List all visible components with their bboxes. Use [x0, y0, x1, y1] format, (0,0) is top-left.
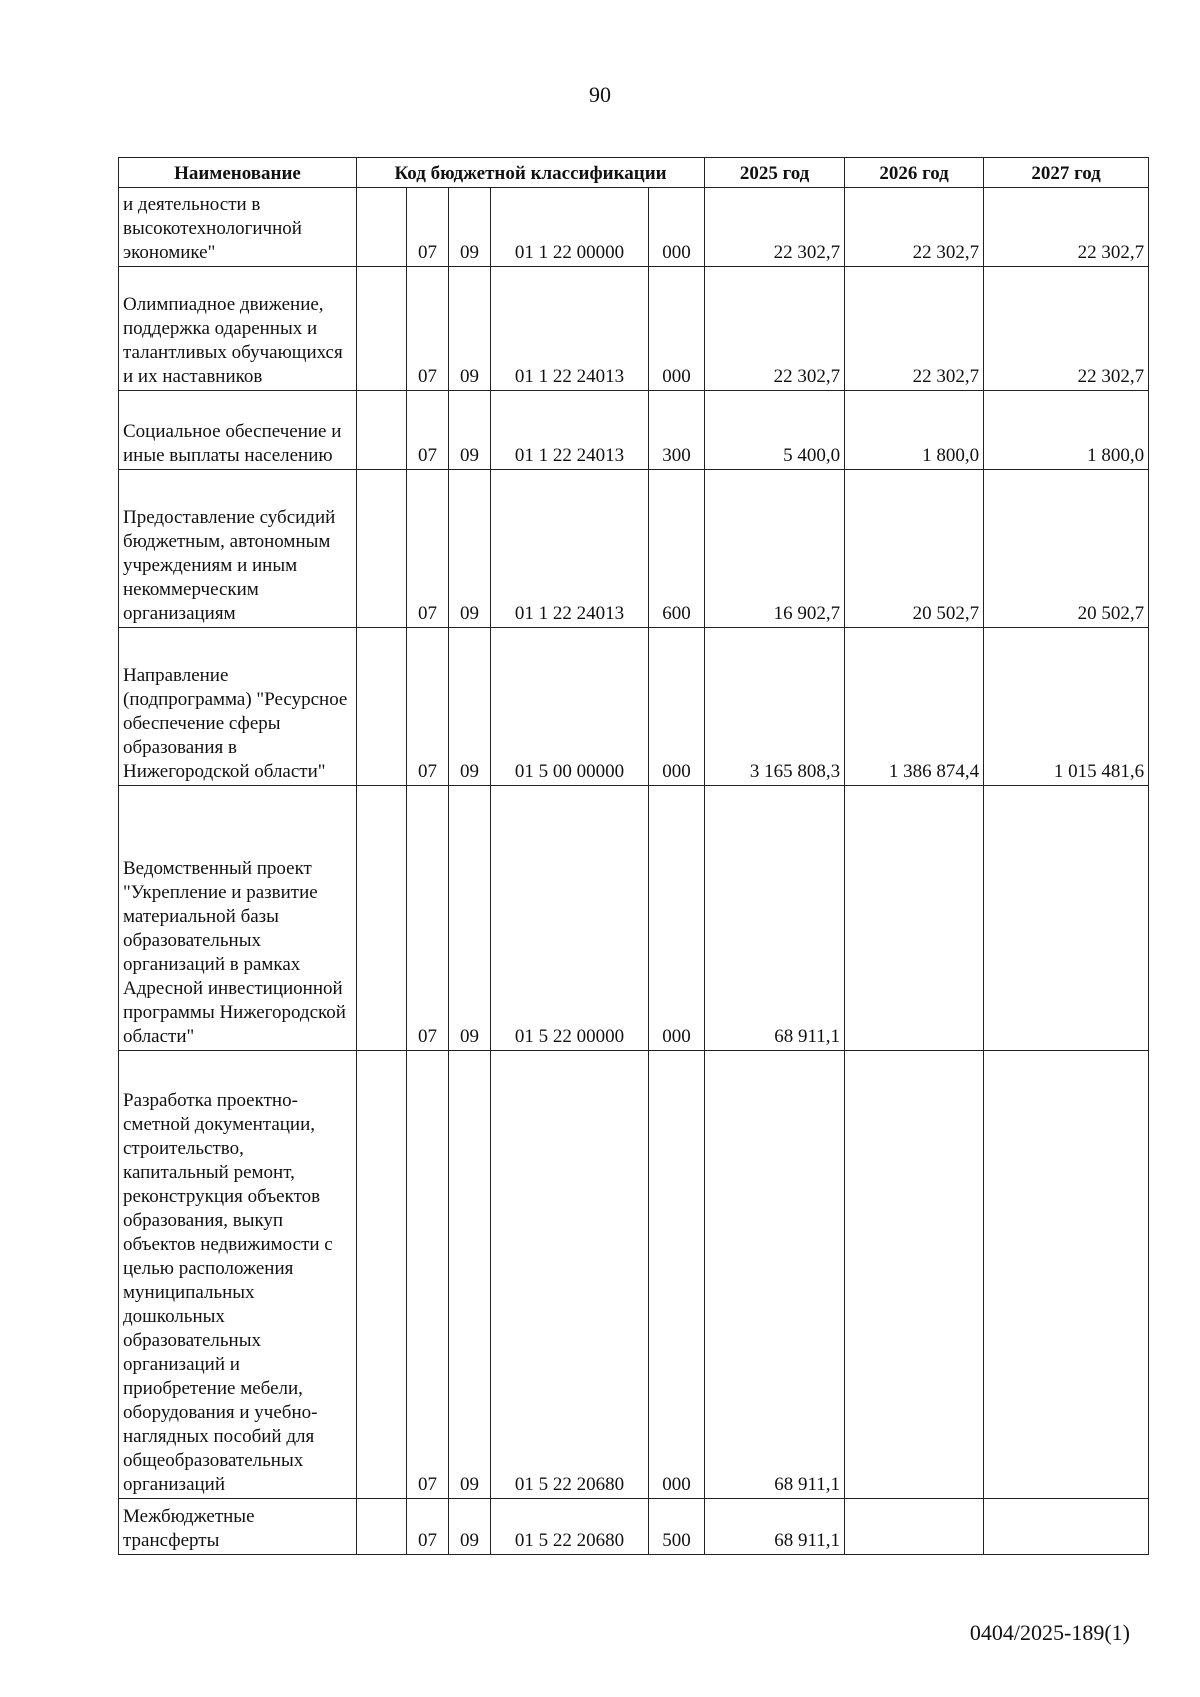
row-value-2025: 68 911,1 [705, 1499, 845, 1555]
row-code-section: 07 [407, 470, 449, 628]
table-row [119, 188, 1149, 267]
row-code-1 [357, 1499, 407, 1555]
row-value-2026: 22 302,7 [845, 188, 984, 267]
header-code: Код бюджетной классификации [357, 158, 705, 188]
row-name: Олимпиадное движение, поддержка одаренных и талантливых обучающихся и их наставников [119, 267, 357, 391]
row-code-section: 07 [407, 1499, 449, 1555]
row-name: Межбюджетные трансферты [119, 1499, 357, 1555]
row-value-2025: 68 911,1 [705, 1051, 845, 1499]
row-code-target: 01 5 00 00000 [491, 628, 649, 786]
row-value-2027 [984, 786, 1149, 1051]
row-code-subsection: 09 [449, 786, 491, 1051]
row-code-section: 07 [407, 188, 449, 267]
row-name: Ведомственный проект "Укрепление и развитие материальной базы образовательных организаций в рамках Адресной инвестиционной программы Нижегородской области" [119, 786, 357, 1051]
table-row [119, 1499, 1149, 1555]
row-code-expense-type: 000 [649, 267, 705, 391]
row-code-1 [357, 391, 407, 470]
row-name: Направление (подпрограмма) "Ресурсное обеспечение сферы образования в Нижегородской области" [119, 628, 357, 786]
row-name: Разработка проектно-сметной документации, строительство, капитальный ремонт, реконструкция объектов образования, выкуп объектов недвижимости с целью расположения муниципальных дошкольных образовательных организаций и приобретение мебели, оборудования и учебно-наглядных пособий для общеобразовательных организаций [119, 1051, 357, 1499]
table-row [119, 1051, 1149, 1499]
document-code: 0404/2025-189(1) [969, 1620, 1130, 1645]
row-name: и деятельности в высокотехнологичной экономике" [119, 188, 357, 267]
row-code-subsection: 09 [449, 391, 491, 470]
row-name: Предоставление субсидий бюджетным, автономным учреждениям и иным некоммерческим организациям [119, 470, 357, 628]
header-2025: 2025 год [705, 158, 845, 188]
header-2027: 2027 год [984, 158, 1149, 188]
row-code-target: 01 5 22 20680 [491, 1051, 649, 1499]
row-code-target: 01 5 22 20680 [491, 1499, 649, 1555]
row-value-2025: 16 902,7 [705, 470, 845, 628]
row-code-section: 07 [407, 391, 449, 470]
row-value-2026: 1 800,0 [845, 391, 984, 470]
row-code-section: 07 [407, 628, 449, 786]
row-value-2027: 20 502,7 [984, 470, 1149, 628]
table-row [119, 391, 1149, 470]
row-code-1 [357, 188, 407, 267]
row-value-2027 [984, 1051, 1149, 1499]
row-code-expense-type: 000 [649, 786, 705, 1051]
row-code-expense-type: 500 [649, 1499, 705, 1555]
row-code-1 [357, 786, 407, 1051]
row-code-section: 07 [407, 786, 449, 1051]
row-code-expense-type: 600 [649, 470, 705, 628]
row-code-target: 01 1 22 24013 [491, 267, 649, 391]
row-code-1 [357, 1051, 407, 1499]
page-number: 90 [589, 82, 611, 107]
row-value-2026 [845, 786, 984, 1051]
row-name: Социальное обеспечение и иные выплаты населению [119, 391, 357, 470]
row-value-2025: 68 911,1 [705, 786, 845, 1051]
row-code-1 [357, 267, 407, 391]
row-code-subsection: 09 [449, 1499, 491, 1555]
row-code-subsection: 09 [449, 267, 491, 391]
row-code-subsection: 09 [449, 1051, 491, 1499]
row-value-2026 [845, 1499, 984, 1555]
row-code-expense-type: 000 [649, 188, 705, 267]
row-code-expense-type: 300 [649, 391, 705, 470]
row-code-1 [357, 628, 407, 786]
table-header-row [119, 158, 1149, 188]
table-row [119, 267, 1149, 391]
row-code-target: 01 5 22 00000 [491, 786, 649, 1051]
row-value-2026: 1 386 874,4 [845, 628, 984, 786]
row-code-expense-type: 000 [649, 1051, 705, 1499]
row-code-subsection: 09 [449, 628, 491, 786]
row-code-subsection: 09 [449, 188, 491, 267]
row-value-2027 [984, 1499, 1149, 1555]
row-value-2027: 22 302,7 [984, 188, 1149, 267]
header-2026: 2026 год [845, 158, 984, 188]
row-value-2025: 22 302,7 [705, 188, 845, 267]
row-value-2025: 5 400,0 [705, 391, 845, 470]
header-name: Наименование [119, 158, 357, 188]
row-value-2027: 1 800,0 [984, 391, 1149, 470]
row-value-2025: 22 302,7 [705, 267, 845, 391]
row-code-target: 01 1 22 24013 [491, 391, 649, 470]
table-row [119, 786, 1149, 1051]
row-value-2027: 1 015 481,6 [984, 628, 1149, 786]
row-code-subsection: 09 [449, 470, 491, 628]
budget-table [118, 157, 1149, 1555]
row-value-2026 [845, 1051, 984, 1499]
row-code-1 [357, 470, 407, 628]
row-code-target: 01 1 22 24013 [491, 470, 649, 628]
row-code-section: 07 [407, 267, 449, 391]
row-code-section: 07 [407, 1051, 449, 1499]
row-code-target: 01 1 22 00000 [491, 188, 649, 267]
row-code-expense-type: 000 [649, 628, 705, 786]
row-value-2027: 22 302,7 [984, 267, 1149, 391]
row-value-2026: 22 302,7 [845, 267, 984, 391]
row-value-2025: 3 165 808,3 [705, 628, 845, 786]
table-row [119, 628, 1149, 786]
table-row [119, 470, 1149, 628]
row-value-2026: 20 502,7 [845, 470, 984, 628]
